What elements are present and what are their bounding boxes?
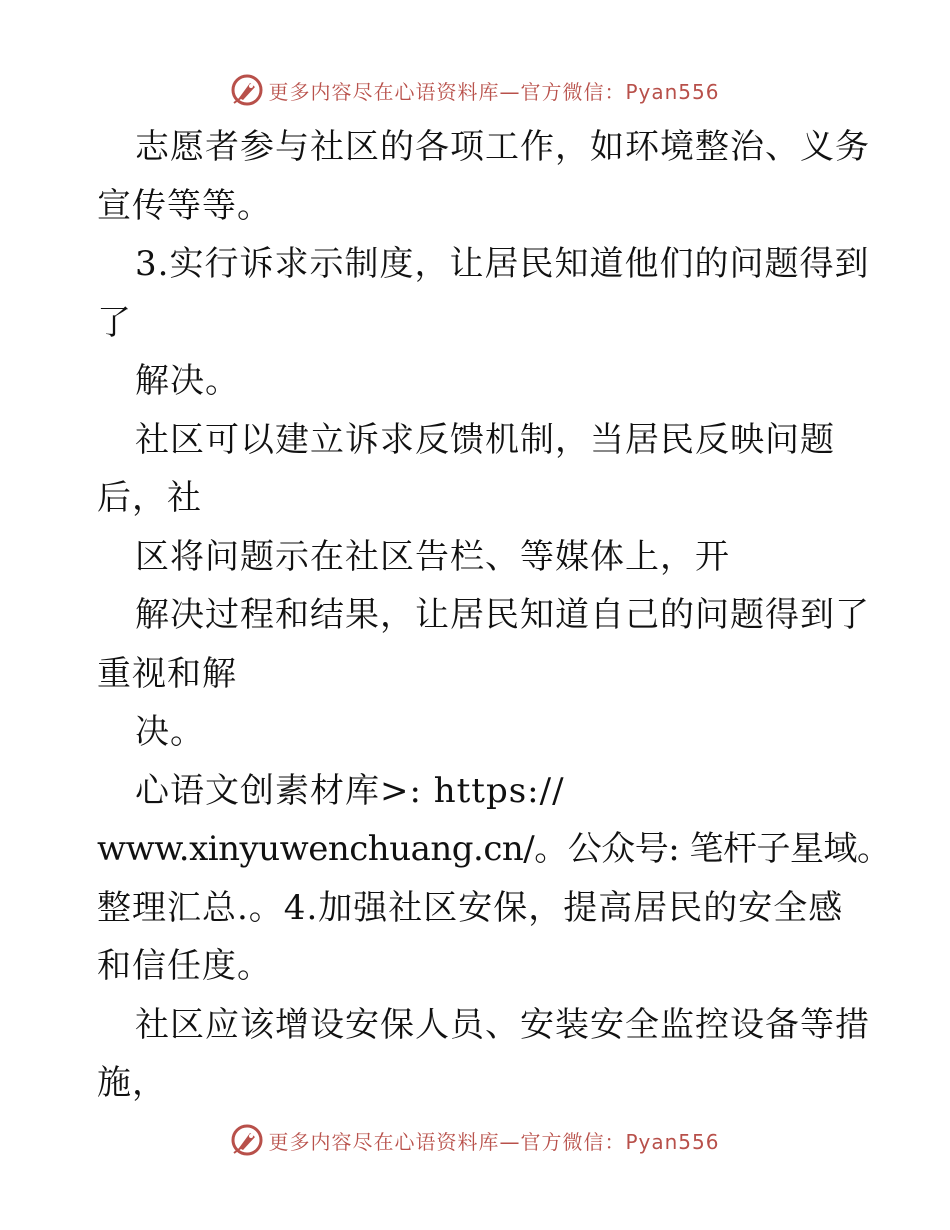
text-line: 了	[97, 302, 132, 343]
document-body	[97, 118, 891, 1113]
pen-nib-logo-icon	[230, 73, 264, 107]
text-line: 宣传等等。	[97, 185, 272, 226]
text-line: 决。	[135, 712, 205, 752]
footer-banner-text: 更多内容尽在心语资料库—官方微信：Pyan556	[268, 1129, 720, 1154]
pen-nib-logo-icon	[230, 1123, 264, 1157]
text-line: 整理汇总.。4.加强社区安保，提高居民的安全感	[97, 887, 844, 928]
text-line: 社区可以建立诉求反馈机制，当居民反映问题	[135, 419, 835, 460]
text-line: 施，	[97, 1063, 167, 1103]
text-line: 社区应该增设安保人员、安装安全监控设备等措	[135, 1004, 870, 1045]
footer-banner	[0, 1120, 950, 1160]
text-line: 和信任度。	[97, 946, 272, 986]
text-line: 解决。	[135, 361, 240, 401]
text-line: 志愿者参与社区的各项工作，如环境整治、义务	[135, 127, 870, 167]
text-line: www.xinyuwenchuang.cn/。公众号: 笔杆子星域。	[97, 829, 891, 869]
header-banner	[0, 70, 950, 110]
text-line: 重视和解	[97, 653, 237, 694]
text-line: 3.实行诉求示制度，让居民知道他们的问题得到	[135, 244, 870, 284]
text-line: 后，社	[97, 478, 202, 518]
header-banner-text: 更多内容尽在心语资料库—官方微信：Pyan556	[268, 79, 720, 104]
text-line: 解决过程和结果，让居民知道自己的问题得到了	[135, 595, 870, 635]
text-line: 心语文创素材库>: https://	[135, 770, 565, 811]
text-line: 区将问题示在社区告栏、等媒体上，开	[135, 536, 730, 577]
